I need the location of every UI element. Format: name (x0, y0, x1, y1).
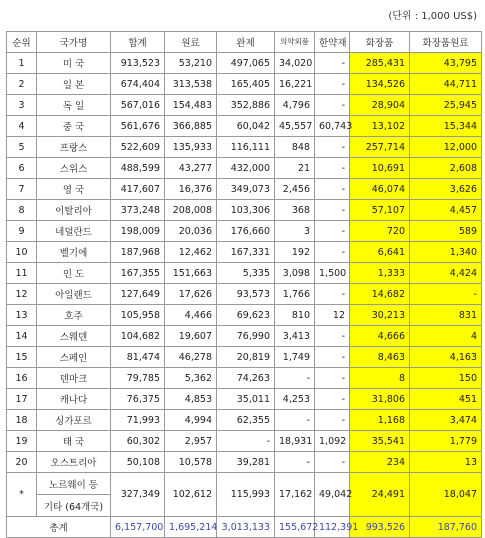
cell-total: 104,682 (111, 326, 165, 347)
cell-total: 913,523 (111, 53, 165, 74)
cell-herbal: - (315, 221, 350, 242)
table-row (7, 347, 482, 368)
cell-total: 567,016 (111, 95, 165, 116)
cell-raw: 20,036 (165, 221, 217, 242)
cell-cosmetics: 1,168 (350, 410, 410, 431)
cell-finished: 497,065 (217, 53, 275, 74)
cell-raw: 12,462 (165, 242, 217, 263)
cell-raw: 366,885 (165, 116, 217, 137)
header-rank: 순위 (7, 32, 37, 53)
cell-quasi: 1,749 (275, 347, 315, 368)
cell-total: 198,009 (111, 221, 165, 242)
cell-quasi: 3,098 (275, 263, 315, 284)
cell-herbal: 60,743 (315, 116, 350, 137)
cell-raw: 154,483 (165, 95, 217, 116)
cell-herbal: - (315, 158, 350, 179)
cell-raw: 5,362 (165, 368, 217, 389)
cell-cos-raw: 44,711 (410, 74, 482, 95)
cell-cos-raw: 3,626 (410, 179, 482, 200)
cell-finished: 60,042 (217, 116, 275, 137)
cell-country: 호주 (37, 305, 111, 326)
cell-herbal: - (315, 368, 350, 389)
cell-country: 프랑스 (37, 137, 111, 158)
cell-rank: 10 (7, 242, 37, 263)
cell-quasi: 1,766 (275, 284, 315, 305)
cell-rank: 9 (7, 221, 37, 242)
cell-cos-raw: 25,945 (410, 95, 482, 116)
cell-quasi: 2,456 (275, 179, 315, 200)
cell-country: 스페인 (37, 347, 111, 368)
table-row (7, 263, 482, 284)
cell-finished: 20,819 (217, 347, 275, 368)
cell-herbal: 1,092 (315, 431, 350, 452)
cell-cosmetics: 8,463 (350, 347, 410, 368)
cell-herbal: - (315, 95, 350, 116)
table-row (7, 137, 482, 158)
cell-cosmetics: 46,074 (350, 179, 410, 200)
cell-rank: 13 (7, 305, 37, 326)
cell-cos-raw: 150 (410, 368, 482, 389)
header-country: 국가명 (37, 32, 111, 53)
cell-quasi: - (275, 368, 315, 389)
table-row (7, 221, 482, 242)
grand-total-cosmetic-raw: 187,760 (410, 517, 482, 538)
table-row (7, 326, 482, 347)
cell-raw: 43,277 (165, 158, 217, 179)
cell-rank: 14 (7, 326, 37, 347)
cell-cosmetics: 1,333 (350, 263, 410, 284)
cell-herbal: 1,500 (315, 263, 350, 284)
cell-quasi: 192 (275, 242, 315, 263)
cell-rank: 17 (7, 389, 37, 410)
cell-total: 522,609 (111, 137, 165, 158)
cell-finished: 35,011 (217, 389, 275, 410)
cell-total: 60,302 (111, 431, 165, 452)
cell-herbal: - (315, 242, 350, 263)
cell-finished: 103,306 (217, 200, 275, 221)
other-finished: 115,993 (217, 473, 275, 517)
cell-rank: 3 (7, 95, 37, 116)
table-row (7, 200, 482, 221)
other-cosmetics: 24,491 (350, 473, 410, 517)
cell-finished: 69,623 (217, 305, 275, 326)
cell-raw: 313,538 (165, 74, 217, 95)
table-row (7, 284, 482, 305)
table-row-other-1 (7, 473, 482, 495)
cell-quasi: 34,020 (275, 53, 315, 74)
cell-cos-raw: 4 (410, 326, 482, 347)
cell-cos-raw: 4,457 (410, 200, 482, 221)
cell-cos-raw: 1,779 (410, 431, 482, 452)
header-cosmetics: 화장품 (350, 32, 410, 53)
cell-herbal: - (315, 74, 350, 95)
table-row (7, 242, 482, 263)
cell-total: 417,607 (111, 179, 165, 200)
cell-raw: 208,008 (165, 200, 217, 221)
cell-cosmetics: 10,691 (350, 158, 410, 179)
header-total: 합계 (111, 32, 165, 53)
table-body (7, 53, 482, 473)
cell-raw: 10,578 (165, 452, 217, 473)
cell-cosmetics: 234 (350, 452, 410, 473)
cell-cos-raw: 3,474 (410, 410, 482, 431)
cell-rank: 1 (7, 53, 37, 74)
cell-quasi: 4,796 (275, 95, 315, 116)
cell-quasi: 4,253 (275, 389, 315, 410)
cell-cosmetics: 35,541 (350, 431, 410, 452)
cell-raw: 16,376 (165, 179, 217, 200)
cell-rank: 19 (7, 431, 37, 452)
table-row (7, 389, 482, 410)
cell-rank: 18 (7, 410, 37, 431)
cell-total: 81,474 (111, 347, 165, 368)
cell-cosmetics: 720 (350, 221, 410, 242)
cell-country: 이탈리아 (37, 200, 111, 221)
cell-herbal: - (315, 389, 350, 410)
cell-quasi: 3 (275, 221, 315, 242)
other-herbal: 49,042 (315, 473, 350, 517)
cell-cosmetics: 13,102 (350, 116, 410, 137)
cell-quasi: 18,931 (275, 431, 315, 452)
cell-cosmetics: 30,213 (350, 305, 410, 326)
cell-herbal: - (315, 410, 350, 431)
other-cosmetic-raw: 18,047 (410, 473, 482, 517)
cell-herbal: - (315, 200, 350, 221)
cell-quasi: 3,413 (275, 326, 315, 347)
cell-finished: 116,111 (217, 137, 275, 158)
cell-rank: 2 (7, 74, 37, 95)
cell-cosmetics: 4,666 (350, 326, 410, 347)
cell-raw: 151,663 (165, 263, 217, 284)
cell-total: 373,248 (111, 200, 165, 221)
cell-raw: 4,853 (165, 389, 217, 410)
cell-quasi: - (275, 452, 315, 473)
cell-total: 187,968 (111, 242, 165, 263)
cell-raw: 135,933 (165, 137, 217, 158)
cell-quasi: 45,557 (275, 116, 315, 137)
grand-total-total: 6,157,700 (111, 517, 165, 538)
cell-cos-raw: 831 (410, 305, 482, 326)
table-row (7, 452, 482, 473)
grand-total-raw: 1,695,214 (165, 517, 217, 538)
cell-total: 167,355 (111, 263, 165, 284)
cell-cos-raw: 589 (410, 221, 482, 242)
cell-country: 중 국 (37, 116, 111, 137)
cell-cos-raw: 15,344 (410, 116, 482, 137)
cell-rank: 7 (7, 179, 37, 200)
cell-cos-raw: 12,000 (410, 137, 482, 158)
cell-rank: 4 (7, 116, 37, 137)
cell-total: 71,993 (111, 410, 165, 431)
cell-finished: 5,335 (217, 263, 275, 284)
cell-finished: 62,355 (217, 410, 275, 431)
table-row (7, 53, 482, 74)
cell-quasi: 16,221 (275, 74, 315, 95)
cell-finished: 165,405 (217, 74, 275, 95)
cell-total: 105,958 (111, 305, 165, 326)
cell-finished: 432,000 (217, 158, 275, 179)
cell-country: 영 국 (37, 179, 111, 200)
table-row (7, 116, 482, 137)
other-raw: 102,612 (165, 473, 217, 517)
cell-total: 50,108 (111, 452, 165, 473)
cell-finished: 349,073 (217, 179, 275, 200)
header-finished: 완제 (217, 32, 275, 53)
cell-country: 인 도 (37, 263, 111, 284)
table-row (7, 368, 482, 389)
table-row (7, 431, 482, 452)
cell-cos-raw: - (410, 284, 482, 305)
table-row (7, 158, 482, 179)
cell-raw: 4,466 (165, 305, 217, 326)
table-row (7, 74, 482, 95)
cell-rank: 16 (7, 368, 37, 389)
cell-quasi: 21 (275, 158, 315, 179)
cell-rank: 12 (7, 284, 37, 305)
cell-rank: 5 (7, 137, 37, 158)
cell-country: 스위스 (37, 158, 111, 179)
cell-country: 싱가포르 (37, 410, 111, 431)
cell-country: 태 국 (37, 431, 111, 452)
header-herbal: 한약재 (315, 32, 350, 53)
cell-finished: - (217, 431, 275, 452)
header-raw: 원료 (165, 32, 217, 53)
cell-cos-raw: 1,340 (410, 242, 482, 263)
cell-cos-raw: 4,163 (410, 347, 482, 368)
grand-total-quasi: 155,672 (275, 517, 315, 538)
cell-cosmetics: 6,641 (350, 242, 410, 263)
cell-quasi: 810 (275, 305, 315, 326)
cell-country: 미 국 (37, 53, 111, 74)
table-row (7, 410, 482, 431)
cell-cosmetics: 285,431 (350, 53, 410, 74)
cell-cos-raw: 451 (410, 389, 482, 410)
grand-total-herbal: 112,391 (315, 517, 350, 538)
cell-rank: 11 (7, 263, 37, 284)
cell-total: 674,404 (111, 74, 165, 95)
cell-cosmetics: 134,526 (350, 74, 410, 95)
cell-raw: 53,210 (165, 53, 217, 74)
cell-finished: 93,573 (217, 284, 275, 305)
import-table (6, 31, 482, 538)
cell-herbal: - (315, 452, 350, 473)
cell-herbal: - (315, 347, 350, 368)
cell-total: 79,785 (111, 368, 165, 389)
header-row (7, 32, 482, 53)
cell-finished: 74,263 (217, 368, 275, 389)
cell-raw: 4,994 (165, 410, 217, 431)
table-row (7, 305, 482, 326)
unit-label: (단위 : 1,000 US$) (388, 11, 477, 22)
cell-cosmetics: 28,904 (350, 95, 410, 116)
cell-finished: 76,990 (217, 326, 275, 347)
cell-country: 아일랜드 (37, 284, 111, 305)
other-country-line2: 기타 (64개국) (37, 495, 111, 517)
cell-country: 벨기에 (37, 242, 111, 263)
table-row (7, 179, 482, 200)
cell-total: 127,649 (111, 284, 165, 305)
cell-cos-raw: 4,424 (410, 263, 482, 284)
cell-total: 561,676 (111, 116, 165, 137)
grand-total-row (7, 517, 482, 538)
cell-country: 오스트리아 (37, 452, 111, 473)
cell-country: 일 본 (37, 74, 111, 95)
header-cosmetic-raw: 화장품원료 (410, 32, 482, 53)
cell-herbal: - (315, 179, 350, 200)
cell-finished: 176,660 (217, 221, 275, 242)
cell-cosmetics: 14,682 (350, 284, 410, 305)
cell-rank: 6 (7, 158, 37, 179)
cell-herbal: 12 (315, 305, 350, 326)
other-country-line1: 노르웨이 등 (37, 473, 111, 495)
cell-total: 76,375 (111, 389, 165, 410)
other-total: 327,349 (111, 473, 165, 517)
cell-country: 스웨덴 (37, 326, 111, 347)
cell-cosmetics: 31,806 (350, 389, 410, 410)
cell-quasi: - (275, 410, 315, 431)
cell-herbal: - (315, 53, 350, 74)
cell-finished: 39,281 (217, 452, 275, 473)
cell-country: 독 일 (37, 95, 111, 116)
table-row (7, 95, 482, 116)
cell-finished: 167,331 (217, 242, 275, 263)
cell-rank: 20 (7, 452, 37, 473)
cell-cosmetics: 57,107 (350, 200, 410, 221)
cell-raw: 19,607 (165, 326, 217, 347)
cell-cos-raw: 43,795 (410, 53, 482, 74)
other-quasi: 17,162 (275, 473, 315, 517)
cell-cos-raw: 13 (410, 452, 482, 473)
cell-herbal: - (315, 284, 350, 305)
cell-cosmetics: 8 (350, 368, 410, 389)
cell-country: 캐나다 (37, 389, 111, 410)
cell-cosmetics: 257,714 (350, 137, 410, 158)
cell-herbal: - (315, 137, 350, 158)
cell-herbal: - (315, 326, 350, 347)
header-quasi: 의약외품 (275, 32, 315, 53)
cell-raw: 2,957 (165, 431, 217, 452)
cell-raw: 46,278 (165, 347, 217, 368)
other-rank: * (7, 473, 37, 517)
cell-total: 488,599 (111, 158, 165, 179)
grand-total-cosmetics: 993,526 (350, 517, 410, 538)
cell-quasi: 848 (275, 137, 315, 158)
cell-country: 네덜란드 (37, 221, 111, 242)
cell-rank: 8 (7, 200, 37, 221)
cell-rank: 15 (7, 347, 37, 368)
cell-cos-raw: 2,608 (410, 158, 482, 179)
grand-total-finished: 3,013,133 (217, 517, 275, 538)
cell-raw: 17,626 (165, 284, 217, 305)
cell-quasi: 368 (275, 200, 315, 221)
grand-total-label: 총계 (7, 517, 111, 538)
cell-finished: 352,886 (217, 95, 275, 116)
cell-country: 덴마크 (37, 368, 111, 389)
